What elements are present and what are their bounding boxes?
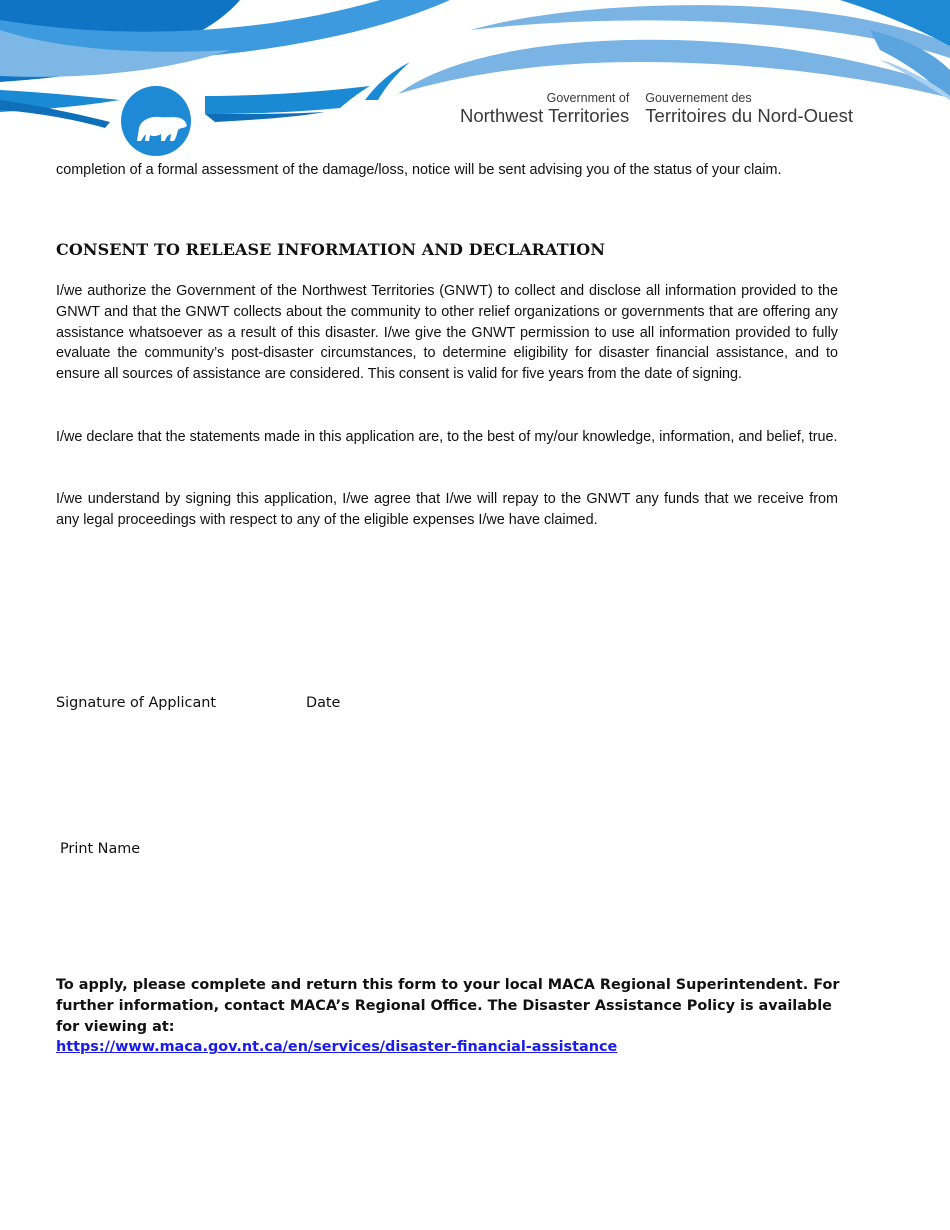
gov-fr-small: Gouvernement des [645,91,752,105]
gov-en-big: Northwest Territories [460,105,630,126]
footer-text: To apply, please complete and return this form to your local MACA Regional Superintendent. For further information, contact MACA’s Regional Office. The Disaster Assistance Policy is available for viewing at: [56,977,840,1035]
section-heading: CONSENT TO RELEASE INFORMATION AND DECLARATION [56,240,606,259]
footer-note [56,975,846,1058]
date-label: Date [306,695,341,711]
government-name-english [460,91,629,127]
print-name-label: Print Name [60,841,141,857]
gov-fr-big: Territoires du Nord-Ouest [645,105,853,126]
wave-graphic [0,0,950,160]
gov-en-small: Government of [546,91,630,105]
header-banner [0,0,950,160]
policy-link[interactable]: https://www.maca.gov.nt.ca/en/services/disaster-financial-assistance [56,1039,618,1056]
declaration-paragraph: I/we declare that the statements made in this application are, to the best of my/our knowledge, information, and belief, true. [56,429,838,445]
repayment-paragraph: I/we understand by signing this application, I/we agree that I/we will repay to the GNWT any funds that we receive from any legal proceedings with respect to any of the eligible expenses I/we have claimed. [56,491,838,528]
intro-paragraph: completion of a formal assessment of the damage/loss, notice will be sent advising you of the status of your claim. [56,162,782,178]
government-names [460,91,853,127]
signature-label: Signature of Applicant [56,695,217,711]
government-name-french [645,91,853,127]
consent-paragraph: I/we authorize the Government of the Northwest Territories (GNWT) to collect and disclose all information provided to the GNWT and that the GNWT collects about the community to other relief organizations or governments that are offering any assistance whatsoever as a result of this disaster. I/we give the GNWT permission to use all information provided to fully evaluate the community’s post-disaster circumstances, to determine eligibility for disaster financial assistance, and to ensure all sources of assistance are considered. This consent is valid for five years from the date of signing. [56,283,838,383]
